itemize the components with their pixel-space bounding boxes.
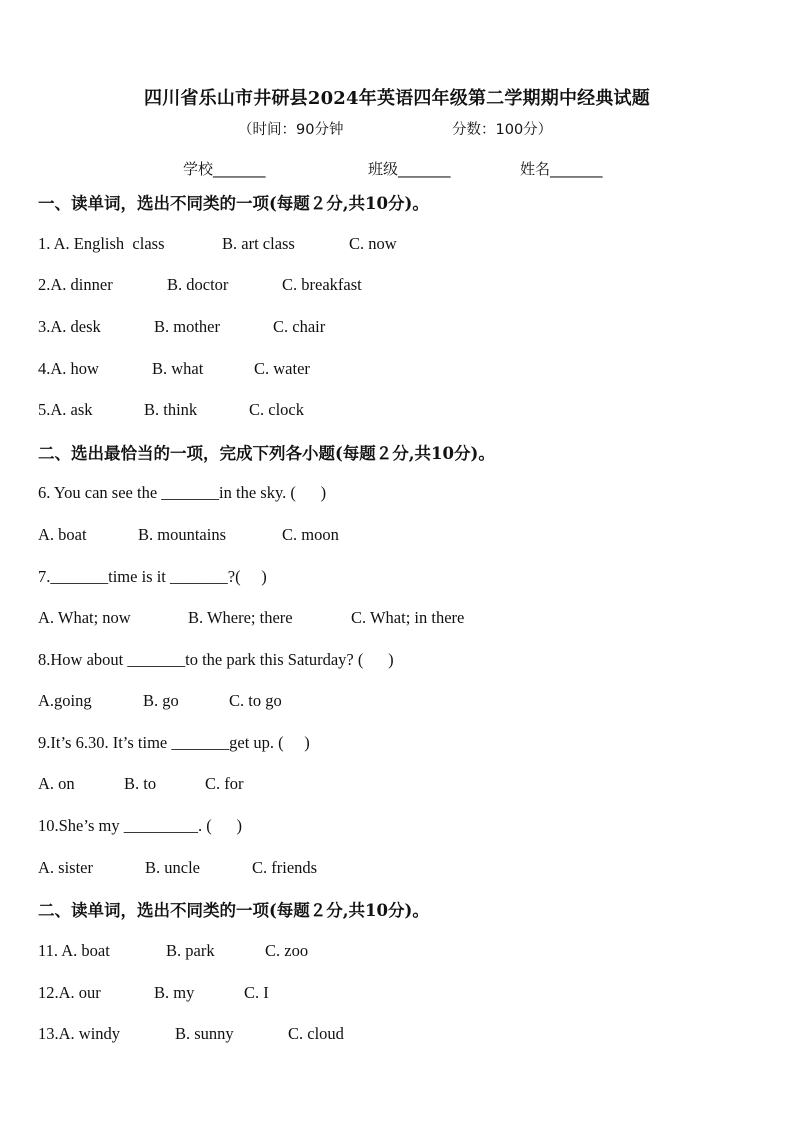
- q3-option-c: C. chair: [273, 317, 326, 336]
- q4-option-c: C. water: [254, 359, 310, 378]
- section-heading-3: 二、读单词，选出不同类的一项(每题２分,共10分)。: [38, 901, 429, 920]
- q1-option-a: 1. A. English class: [38, 234, 165, 253]
- q9-option-a: A. on: [38, 774, 75, 793]
- q6-option-c: C. moon: [282, 525, 339, 544]
- q10-stem: 10.She’s my _________. ( ): [38, 816, 242, 835]
- q7-option-c: C. What; in there: [351, 608, 465, 627]
- q6-option-a: A. boat: [38, 525, 87, 544]
- q1-option-c: C. now: [349, 234, 397, 253]
- q6-stem: 6. You can see the _______in the sky. ( ): [38, 483, 327, 502]
- school-field: 学校_______: [183, 160, 266, 178]
- section-heading-2: 二、选出最恰当的一项，完成下列各小题(每题２分,共10分)。: [38, 444, 495, 463]
- q12-option-b: B. my: [154, 983, 195, 1002]
- q13-option-b: B. sunny: [175, 1024, 234, 1043]
- q7-option-a: A. What; now: [38, 608, 131, 627]
- q5-option-c: C. clock: [249, 400, 304, 419]
- q1-option-b: B. art class: [222, 234, 295, 253]
- q11-option-b: B. park: [166, 941, 215, 960]
- q12-option-c: C. I: [244, 983, 269, 1002]
- q10-option-c: C. friends: [252, 858, 318, 877]
- q2-option-a: 2.A. dinner: [38, 275, 113, 294]
- q10-option-b: B. uncle: [145, 858, 200, 877]
- q5-option-a: 5.A. ask: [38, 400, 93, 419]
- exam-score: 分数：100分）: [452, 122, 553, 138]
- q8-option-a: A.going: [38, 691, 92, 710]
- q4-option-a: 4.A. how: [38, 359, 99, 378]
- q10-option-a: A. sister: [38, 858, 93, 877]
- q13-option-a: 13.A. windy: [38, 1024, 121, 1043]
- q4-option-b: B. what: [152, 359, 204, 378]
- q7-option-b: B. Where; there: [188, 608, 293, 627]
- exam-time: （时间：90分钟: [238, 122, 344, 138]
- q8-option-b: B. go: [143, 691, 179, 710]
- q6-option-b: B. mountains: [138, 525, 227, 544]
- q3-option-a: 3.A. desk: [38, 317, 101, 336]
- q9-stem: 9.It’s 6.30. It’s time _______get up. ( ): [38, 733, 310, 752]
- q11-option-a: 11. A. boat: [38, 941, 110, 960]
- q3-option-b: B. mother: [154, 317, 220, 336]
- q5-option-b: B. think: [144, 400, 198, 419]
- q8-option-c: C. to go: [229, 691, 282, 710]
- q13-option-c: C. cloud: [288, 1024, 344, 1043]
- q11-option-c: C. zoo: [265, 941, 309, 960]
- q9-option-c: C. for: [205, 774, 244, 793]
- page-title: 四川省乐山市井研县2024年英语四年级第二学期期中经典试题: [144, 88, 650, 109]
- q2-option-c: C. breakfast: [282, 275, 362, 294]
- section-heading-1: 一、读单词，选出不同类的一项(每题２分,共10分)。: [38, 194, 429, 213]
- q12-option-a: 12.A. our: [38, 983, 101, 1002]
- q2-option-b: B. doctor: [167, 275, 229, 294]
- q9-option-b: B. to: [124, 774, 157, 793]
- class-field: 班级_______: [368, 160, 451, 178]
- q7-stem: 7._______time is it _______?( ): [38, 567, 267, 586]
- name-field: 姓名_______: [520, 160, 603, 178]
- q8-stem: 8.How about _______to the park this Saturday? ( ): [38, 650, 394, 669]
